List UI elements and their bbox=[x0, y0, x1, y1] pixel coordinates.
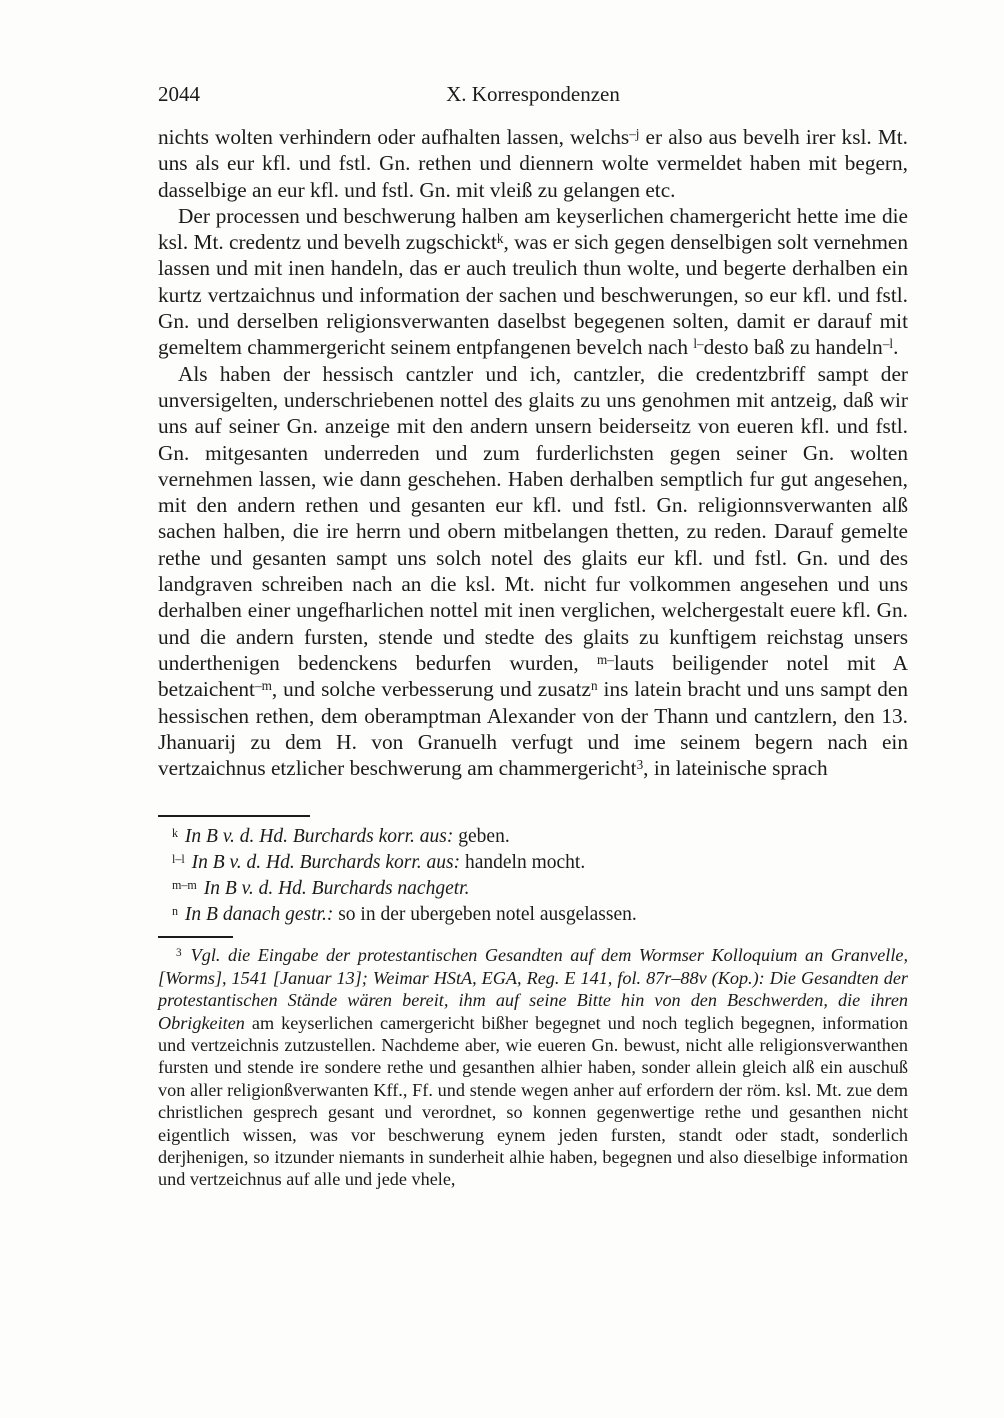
paragraph: Als haben der hessisch cantzler und ich, cantzler, die credentzbriff sampt der unversigelten, underschriebenen nottel des glaits zu uns genohmen mit antzeig, daß wir uns auf seiner Gn. anzeige mit den andern unsern beiderseitz von eueren kfl. und fstl. Gn. mitgesanten underreden und zum furderlichsten gegen seiner Gn. wolten vernehmen lassen, wie dann geschehen. Haben derhalben semptlich fur gut angesehen, mit den andern rethen und gesanten eur kfl. und fstl. Gn. religionnsverwanten alß sachen halben, die ire herrn und obern mitbelangen thetten, zu reden. Darauf gemelte rethe und gesanten sampt uns solch notel des glaits eur kfl. und fstl. Gn. und des landgraven schreiben nach an die ksl. Mt. nicht fur volkommen angesehen und uns derhalben einer ungefharlichen nottel mit inen verglichen, welchergestalt euere kfl. Gn. und die andern fursten, stende und stedte des glaits zu kunftigem reichstag unsers underthenigen bedenckens bedurfen wurden, $^{m-}$lauts beiligender notel mit A betzaichent$^{-m}$, und solche verbesserung und zusatz$^n$ ins latein bracht und uns sampt den hessischen rethen, dem oberamptman Alexander von der Thann und cantzlern, den 13. Jhanuarij zu dem H. von Granuelh verfugt und ime seinem begern nach ein vertzaichnus etzlicher beschwerung am chammergericht$^3$, in lateinische sprach bbox=[158, 361, 908, 781]
paragraph: nichts wolten verhindern oder aufhalten lassen, welchs$^{-j}$ er also aus bevelh irer ksl. Mt. uns als eur kfl. und fstl. Gn. rethen und diennern wolte vermeldet haben mit begern, dasselbige an eur kfl. und fstl. Gn. mit vleiß zu gelangen etc. bbox=[158, 125, 909, 202]
variant-mark: 3 bbox=[636, 757, 644, 773]
italic-text: In B v. d. Hd. Burchards korr. aus: bbox=[184, 826, 454, 848]
apparatus-notes bbox=[158, 824, 908, 928]
variant-mark: –l bbox=[882, 336, 894, 352]
apparatus-mark: l–l bbox=[172, 851, 185, 866]
running-header bbox=[158, 82, 908, 106]
apparatus-mark: m–m bbox=[172, 877, 197, 892]
footnote-number: 3 bbox=[176, 947, 182, 960]
variant-mark: l– bbox=[693, 336, 704, 352]
apparatus-mark: k bbox=[172, 825, 179, 840]
apparatus-separator-rule bbox=[158, 815, 310, 817]
paragraph: Der processen und beschwerung halben am keyserlichen chamergericht hette ime die ksl. Mt. credentz und bevelh zugschickt$^k$, was er sich gegen denselbigen solt vernehmen lassen und mit inen handeln, das er auch treulich thun wolte, und begerte derhalben ein kurtz vertzaichnus und information der sachen und beschwerungen, so eur kfl. und fstl. Gn. und derselben religionsverwanten daselbst begegenen solten, damit er darauf mit gemeltem chammergericht seinem entpfangenen bevelch nach $^{l-}$desto baß zu handeln$^{-l}$. bbox=[158, 203, 909, 360]
variant-mark: –m bbox=[254, 678, 272, 694]
italic-text: In B v. d. Hd. Burchards nachgetr. bbox=[203, 878, 470, 900]
italic-text: In B danach gestr.: bbox=[184, 904, 334, 926]
variant-mark: m– bbox=[596, 652, 614, 667]
body-paragraphs bbox=[158, 124, 908, 781]
apparatus-note: $^k$ In B v. d. Hd. Burchards korr. aus: geben. bbox=[172, 825, 510, 848]
chapter-title: X. Korrespondenzen bbox=[446, 82, 620, 106]
italic-text: In B v. d. Hd. Burchards korr. aus: bbox=[191, 852, 461, 874]
footnote-text: $^3$ Vgl. die Eingabe der protestantischen Gesandten auf dem Wormser Kolloquium an Granvelle, [Worms], 1541 [Januar 13]; Weimar HStA, EGA, Reg. E 141, fol. 87r–88v (Kop.): Die Gesandten der protestantischen Stände wären bereit, ihm auf seine Bitte hin von den Beschwerden, die ihren Obrigkeiten am keyserlichen camergericht bißher begegnet und noch teglich begegnen, information und vertzeichnis zutzustellen. Nachdeme aber, wie eueren Gn. bewust, nicht alle religionsverwanthen fursten und stende ire sondere rethe und gesanthen alhier haben, sonder allein gleich alß ein auschuß von aller religionßverwanten Kff., Ff. und stende wegen anher auf erfordern der röm. ksl. Mt. zue dem christlichen gesprech gesant und verordnet, so konnen gegenwertige rethe und gesanthen nicht eigentlich wissen, was vor beschwerung eynem jeden fursten, standt oder stadt, sonderlich derjhenigen, so itzunder niemants in sunderheit alhie haben, begegnen und also dieselbige information und vertzeichnus auf alle und jede vhele, bbox=[158, 945, 908, 1190]
variant-mark: k bbox=[496, 231, 504, 247]
variant-mark: –j bbox=[629, 126, 640, 142]
apparatus-note: $^{l-l}$ In B v. d. Hd. Burchards korr. aus: handeln mocht. bbox=[172, 851, 586, 874]
footnote-3 bbox=[158, 944, 908, 1190]
apparatus-note: $^n$ In B danach gestr.: so in der ubergeben notel ausgelassen. bbox=[172, 903, 637, 926]
text-block bbox=[158, 82, 908, 1191]
apparatus-mark: n bbox=[172, 903, 179, 918]
page-number: 2044 bbox=[158, 82, 200, 106]
apparatus-note bbox=[158, 876, 908, 902]
variant-mark: n bbox=[590, 678, 598, 694]
footnote-separator-rule bbox=[158, 936, 233, 938]
italic-text: Vgl. die Eingabe der protestantischen Gesandten auf dem Wormser Kolloquium an Granvelle, [Worms], 1541 [Januar 13]; Weimar HStA, EGA, Reg. E 141, fol. 87r–88v (Kop.): Die Gesandten der protestantischen Stände wären bereit, ihm auf seine Bitte hin von den Beschwerden, die ihren Obrigkeiten bbox=[158, 945, 908, 1033]
